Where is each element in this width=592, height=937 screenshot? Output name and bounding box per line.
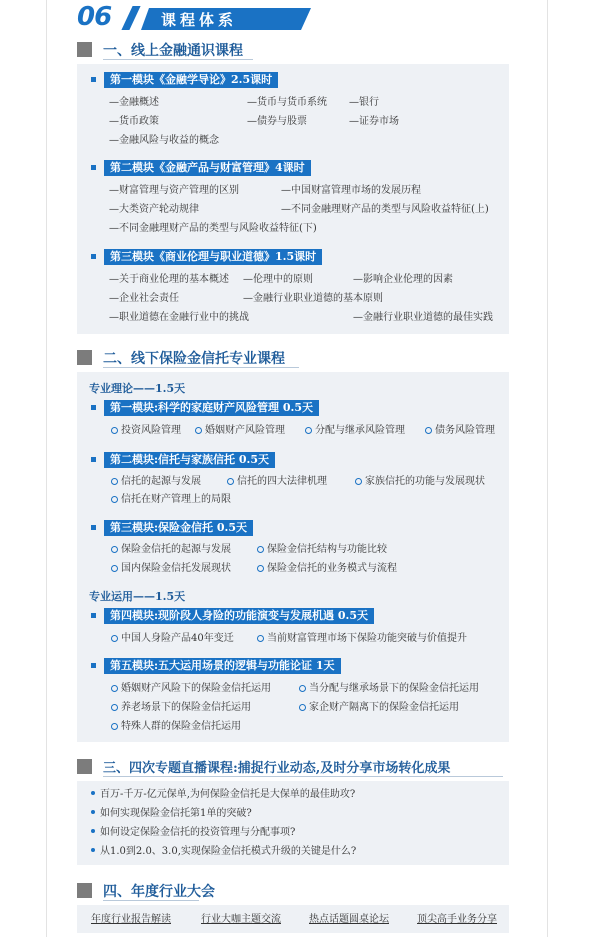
- circle-bullet-icon: [111, 478, 118, 485]
- section-header: [77, 4, 327, 30]
- list-item: —货币与货币系统: [247, 97, 327, 108]
- bullet-icon: [91, 254, 96, 259]
- list-item: —银行: [349, 97, 379, 108]
- list-item: 家族信托的功能与发展现状: [355, 476, 485, 488]
- bullet-icon: [91, 663, 96, 668]
- subsection-title: 专业运用——1.5天: [89, 590, 186, 603]
- bullet-icon: [91, 829, 95, 833]
- bullet-icon: [91, 848, 95, 852]
- conference-panel: [77, 905, 509, 933]
- document-page: [46, 0, 548, 937]
- list-item: 特殊人群的保险金信托运用: [111, 721, 241, 733]
- list-item: —不同金融理财产品的类型与风险收益特征(下): [109, 223, 317, 234]
- circle-bullet-icon: [111, 496, 118, 503]
- list-item: —金融行业职业道德的基本原则: [243, 293, 383, 304]
- list-item: —关于商业伦理的基本概述: [109, 274, 229, 285]
- question-item: 从1.0到2.0、3.0,实现保险金信托模式升级的关键是什么?: [91, 846, 356, 858]
- bullet-icon: [91, 791, 95, 795]
- bullet-icon: [91, 165, 96, 170]
- list-item: —伦理中的原则: [243, 274, 313, 285]
- conference-item: 年度行业报告解读: [91, 914, 171, 925]
- circle-bullet-icon: [355, 478, 362, 485]
- bullet-icon: [91, 810, 95, 814]
- circle-bullet-icon: [299, 704, 306, 711]
- list-item: 信托的起源与发展: [111, 476, 201, 488]
- circle-bullet-icon: [305, 427, 312, 434]
- list-item: —企业社会责任: [109, 293, 179, 304]
- list-item: 保险金信托的起源与发展: [111, 544, 231, 556]
- section-title: 三、四次专题直播课程:捕捉行业动态,及时分享市场转化成果: [103, 761, 451, 776]
- list-item: 保险金信托结构与功能比较: [257, 544, 387, 556]
- title-underline: [103, 900, 199, 901]
- live-course-panel: [77, 781, 509, 865]
- list-item: 信托在财产管理上的局限: [111, 494, 231, 506]
- title-underline: [103, 59, 253, 60]
- list-item: 国内保险金信托发展现状: [111, 563, 231, 575]
- circle-bullet-icon: [111, 635, 118, 642]
- module-label: 第一模块:科学的家庭财产风险管理 0.5天: [104, 400, 319, 416]
- conference-item: 行业大咖主题交流: [201, 914, 281, 925]
- circle-bullet-icon: [111, 685, 118, 692]
- circle-bullet-icon: [299, 685, 306, 692]
- circle-bullet-icon: [425, 427, 432, 434]
- list-item: 信托的四大法律机理: [227, 476, 327, 488]
- circle-bullet-icon: [195, 427, 202, 434]
- square-icon: [77, 759, 92, 774]
- question-item: 百万-千万-亿元保单,为何保险金信托是大保单的最佳助攻?: [91, 789, 355, 801]
- square-icon: [77, 42, 92, 57]
- offline-course-panel: [77, 372, 509, 742]
- square-icon: [77, 883, 92, 898]
- bullet-icon: [91, 77, 96, 82]
- module-label: 第一模块《金融学导论》2.5课时: [104, 72, 278, 88]
- bullet-icon: [91, 405, 96, 410]
- list-item: 分配与继承风险管理: [305, 425, 405, 437]
- list-item: —中国财富管理市场的发展历程: [281, 185, 421, 196]
- section-title: 一、线上金融通识课程: [103, 43, 243, 59]
- circle-bullet-icon: [257, 635, 264, 642]
- module-label: 第三模块《商业伦理与职业道德》1.5课时: [104, 249, 322, 265]
- list-item: 债务风险管理: [425, 425, 495, 437]
- list-item: 养老场景下的保险金信托运用: [111, 702, 251, 714]
- section-number: 06: [77, 2, 112, 32]
- list-item: 婚姻财产风险管理: [195, 425, 285, 437]
- circle-bullet-icon: [257, 546, 264, 553]
- module-label: 第二模块《金融产品与财富管理》4课时: [104, 160, 311, 176]
- square-icon: [77, 350, 92, 365]
- section-title: 四、年度行业大会: [103, 884, 215, 900]
- section-title: 二、线下保险金信托专业课程: [103, 351, 285, 367]
- page-margin: [0, 0, 46, 937]
- subsection-title: 专业理论——1.5天: [89, 382, 186, 395]
- list-item: —职业道德在金融行业中的挑战: [109, 312, 249, 323]
- module-label: 第四模块:现阶段人身险的功能演变与发展机遇 0.5天: [104, 608, 374, 624]
- list-item: 当分配与继承场景下的保险金信托运用: [299, 683, 479, 695]
- question-item: 如何设定保险金信托的投资管理与分配事项?: [91, 827, 295, 839]
- circle-bullet-icon: [111, 565, 118, 572]
- header-slash-decoration: [121, 6, 140, 30]
- list-item: —金融概述: [109, 97, 159, 108]
- bullet-icon: [91, 525, 96, 530]
- list-item: 中国人身险产品40年变迁: [111, 633, 234, 645]
- list-item: 投资风险管理: [111, 425, 181, 437]
- list-item: —金融行业职业道德的最佳实践: [353, 312, 493, 323]
- list-item: 婚姻财产风险下的保险金信托运用: [111, 683, 271, 695]
- module-label: 第三模块:保险金信托 0.5天: [104, 520, 253, 536]
- circle-bullet-icon: [111, 723, 118, 730]
- circle-bullet-icon: [227, 478, 234, 485]
- list-item: —不同金融理财产品的类型与风险收益特征(上): [281, 204, 489, 215]
- list-item: 当前财富管理市场下保险功能突破与价值提升: [257, 633, 467, 645]
- list-item: —债券与股票: [247, 116, 307, 127]
- circle-bullet-icon: [111, 546, 118, 553]
- circle-bullet-icon: [111, 704, 118, 711]
- list-item: —大类资产轮动规律: [109, 204, 199, 215]
- question-item: 如何实现保险金信托第1单的突破?: [91, 808, 252, 820]
- bullet-icon: [91, 457, 96, 462]
- list-item: —证券市场: [349, 116, 399, 127]
- list-item: 保险金信托的业务模式与流程: [257, 563, 397, 575]
- conference-item: 顶尖高手业务分享: [417, 914, 497, 925]
- list-item: —货币政策: [109, 116, 159, 127]
- conference-item: 热点话题圆桌论坛: [309, 914, 389, 925]
- title-underline: [103, 776, 503, 777]
- circle-bullet-icon: [257, 565, 264, 572]
- list-item: —财富管理与资产管理的区别: [109, 185, 239, 196]
- list-item: —金融风险与收益的概念: [109, 135, 219, 146]
- circle-bullet-icon: [111, 427, 118, 434]
- list-item: 家企财产隔离下的保险金信托运用: [299, 702, 459, 714]
- page-title: 课程体系: [161, 11, 238, 29]
- module-label: 第五模块:五大运用场景的逻辑与功能论证 1天: [104, 658, 341, 674]
- title-underline: [103, 367, 299, 368]
- bullet-icon: [91, 613, 96, 618]
- list-item: —影响企业伦理的因素: [353, 274, 453, 285]
- online-course-panel: [77, 64, 509, 334]
- module-label: 第二模块:信托与家族信托 0.5天: [104, 452, 275, 468]
